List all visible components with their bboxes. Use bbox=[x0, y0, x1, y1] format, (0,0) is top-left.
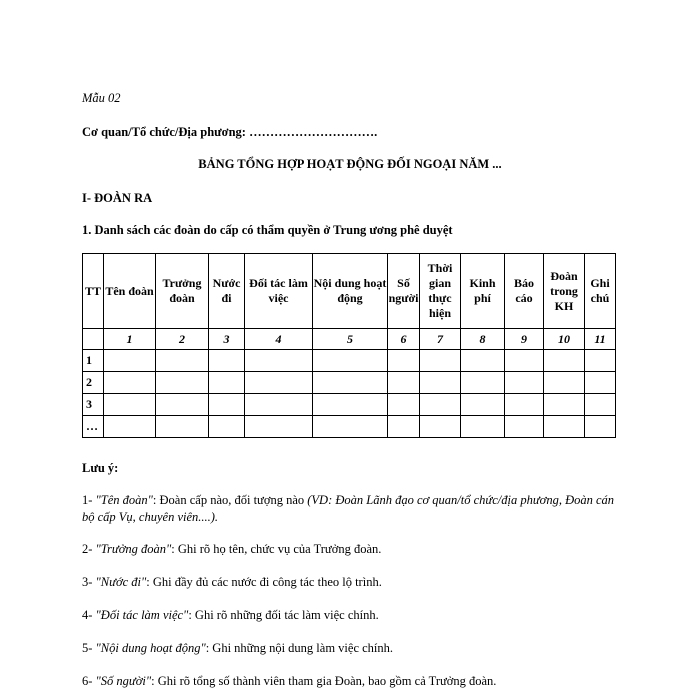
table-cell bbox=[156, 394, 209, 416]
table-cell bbox=[313, 394, 388, 416]
table-row bbox=[83, 416, 616, 438]
table-cell bbox=[544, 350, 585, 372]
table-row bbox=[83, 350, 616, 372]
table-cell bbox=[245, 372, 313, 394]
section-heading: I- ĐOÀN RA bbox=[82, 191, 153, 205]
table-cell bbox=[104, 350, 156, 372]
table-cell bbox=[313, 416, 388, 438]
header-cell: Trưởng đoàn bbox=[156, 254, 209, 329]
header-cell: Nội dung hoạt động bbox=[313, 254, 388, 329]
column-number: 3 bbox=[209, 329, 245, 350]
column-number-row bbox=[83, 329, 616, 350]
note-prefix: 1- bbox=[82, 493, 96, 507]
table-cell bbox=[156, 350, 209, 372]
subsection-heading: 1. Danh sách các đoàn do cấp có thẩm quyền ở Trung ương phê duyệt bbox=[82, 223, 453, 237]
column-number: 5 bbox=[313, 329, 388, 350]
column-number: 8 bbox=[461, 329, 505, 350]
column-number: 4 bbox=[245, 329, 313, 350]
note-text: : Ghi đầy đủ các nước đi công tác theo lộ trình. bbox=[146, 575, 382, 589]
table-cell bbox=[104, 372, 156, 394]
table-cell bbox=[505, 372, 544, 394]
header-cell: Số người bbox=[388, 254, 420, 329]
table-cell bbox=[420, 394, 461, 416]
agency-line: Cơ quan/Tổ chức/Địa phương: …………………………. bbox=[82, 125, 378, 139]
note-prefix: 5- bbox=[82, 641, 96, 655]
table-cell bbox=[209, 350, 245, 372]
table-cell bbox=[461, 372, 505, 394]
table-cell bbox=[544, 394, 585, 416]
table-cell bbox=[313, 350, 388, 372]
column-number: 11 bbox=[585, 329, 616, 350]
table-cell bbox=[461, 394, 505, 416]
table-cell bbox=[505, 394, 544, 416]
table-cell bbox=[585, 394, 616, 416]
table-cell bbox=[209, 394, 245, 416]
note-term: "Số người" bbox=[95, 674, 152, 688]
table-cell bbox=[245, 350, 313, 372]
table-row bbox=[83, 372, 616, 394]
header-cell: Đối tác làm việc bbox=[245, 254, 313, 329]
note-prefix: 6- bbox=[82, 674, 96, 688]
row-index: … bbox=[83, 416, 104, 438]
note-term: "Nước đi" bbox=[95, 575, 147, 589]
table-cell bbox=[585, 372, 616, 394]
row-index: 1 bbox=[83, 350, 104, 372]
table-cell bbox=[420, 350, 461, 372]
table-cell bbox=[156, 416, 209, 438]
form-label: Mẫu 02 bbox=[82, 91, 121, 105]
note-item bbox=[82, 541, 622, 558]
column-number: 10 bbox=[544, 329, 585, 350]
row-index: 3 bbox=[83, 394, 104, 416]
table-cell bbox=[388, 372, 420, 394]
table-cell bbox=[209, 372, 245, 394]
table-cell bbox=[585, 416, 616, 438]
header-cell: Thời gian thực hiện bbox=[420, 254, 461, 329]
delegation-table bbox=[82, 253, 616, 438]
note-text: : Ghi rõ tổng số thành viên tham gia Đoàn, bao gồm cả Trưởng đoàn. bbox=[151, 674, 497, 688]
column-number: 9 bbox=[505, 329, 544, 350]
header-cell: Đoàn trong KH bbox=[544, 254, 585, 329]
note-text: : Ghi rõ những đối tác làm việc chính. bbox=[188, 608, 379, 622]
note-text: : Ghi rõ họ tên, chức vụ của Trưởng đoàn. bbox=[171, 542, 382, 556]
note-item bbox=[82, 492, 622, 526]
table-cell bbox=[104, 394, 156, 416]
table-cell bbox=[104, 416, 156, 438]
table-cell bbox=[420, 372, 461, 394]
column-number: 1 bbox=[104, 329, 156, 350]
table-cell bbox=[544, 372, 585, 394]
header-cell: Kinh phí bbox=[461, 254, 505, 329]
header-cell: Nước đi bbox=[209, 254, 245, 329]
note-text: : Đoàn cấp nào, đối tượng nào bbox=[152, 493, 308, 507]
note-item bbox=[82, 574, 622, 591]
table-cell bbox=[585, 350, 616, 372]
table-cell bbox=[505, 416, 544, 438]
note-prefix: 3- bbox=[82, 575, 96, 589]
header-row bbox=[83, 254, 616, 329]
header-cell: TT bbox=[83, 254, 104, 329]
row-index: 2 bbox=[83, 372, 104, 394]
table-cell bbox=[388, 416, 420, 438]
table-cell bbox=[313, 372, 388, 394]
note-item bbox=[82, 673, 622, 690]
table-cell bbox=[209, 416, 245, 438]
column-number: 7 bbox=[420, 329, 461, 350]
document-title: BẢNG TỔNG HỢP HOẠT ĐỘNG ĐỐI NGOẠI NĂM ... bbox=[198, 157, 502, 171]
table-cell bbox=[388, 394, 420, 416]
note-item bbox=[82, 607, 622, 624]
table-cell bbox=[388, 350, 420, 372]
table-cell bbox=[245, 394, 313, 416]
table-row bbox=[83, 394, 616, 416]
table-cell bbox=[505, 350, 544, 372]
note-prefix: 2- bbox=[82, 542, 96, 556]
column-number: 2 bbox=[156, 329, 209, 350]
note-example: (VD: Đoàn Lãnh đạo cơ quan/tổ chức/địa phương, Đoàn cán bộ cấp Vụ, chuyên viên....). bbox=[82, 493, 615, 524]
note-term: "Trưởng đoàn" bbox=[95, 542, 172, 556]
table-cell bbox=[544, 416, 585, 438]
table-cell bbox=[461, 350, 505, 372]
column-number bbox=[83, 329, 104, 350]
header-cell: Ghi chú bbox=[585, 254, 616, 329]
note-term: "Nội dung hoạt động" bbox=[95, 641, 206, 655]
header-cell: Báo cáo bbox=[505, 254, 544, 329]
note-term: "Đối tác làm việc" bbox=[95, 608, 189, 622]
column-number: 6 bbox=[388, 329, 420, 350]
note-item bbox=[82, 640, 622, 657]
header-cell: Tên đoàn bbox=[104, 254, 156, 329]
table-cell bbox=[245, 416, 313, 438]
table-cell bbox=[461, 416, 505, 438]
table-cell bbox=[156, 372, 209, 394]
notes-title: Lưu ý: bbox=[82, 461, 119, 475]
table-cell bbox=[420, 416, 461, 438]
note-text: : Ghi những nội dung làm việc chính. bbox=[205, 641, 394, 655]
note-prefix: 4- bbox=[82, 608, 96, 622]
note-term: "Tên đoàn" bbox=[95, 493, 153, 507]
